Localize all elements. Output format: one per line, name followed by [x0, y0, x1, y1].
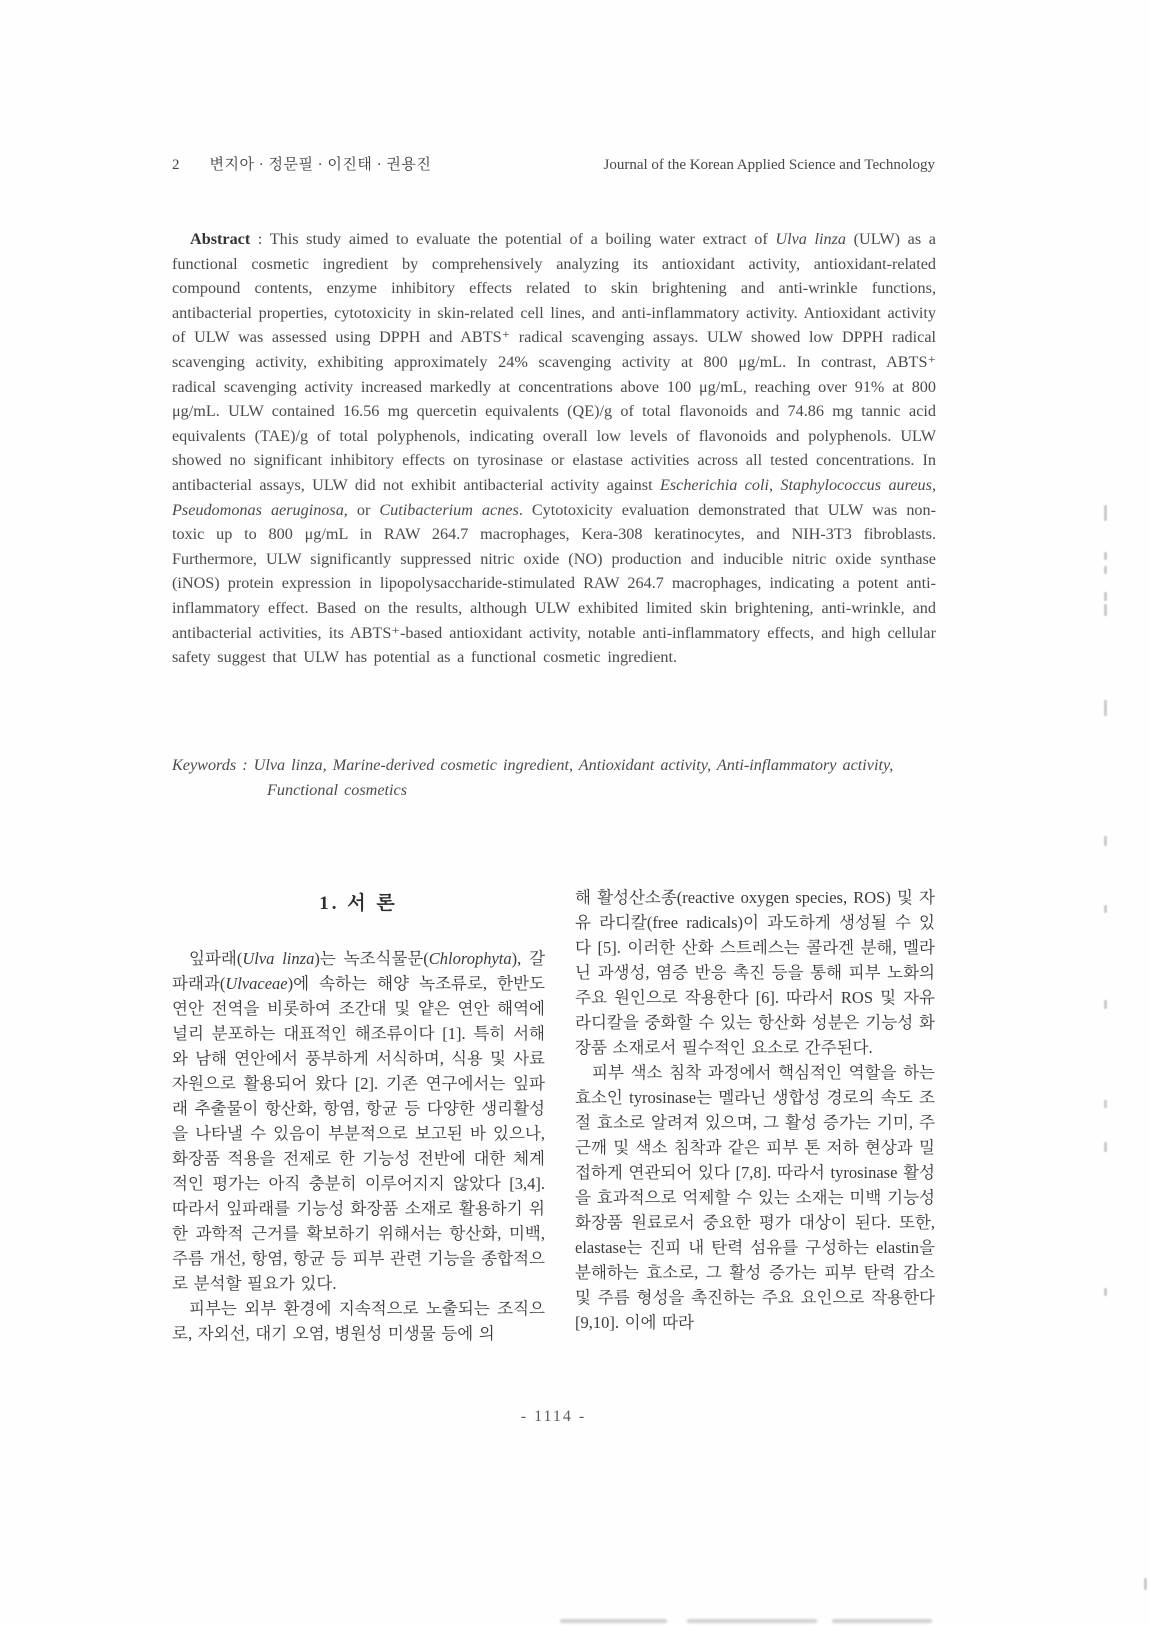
text-segment: . Cytotoxicity evaluation demonstrated that ULW was non-toxic up to 800 μg/mL in RAW 264.7 macrophages, Kera-308 keratinocytes, and NIH-3T3 fibroblasts. Furthermore, ULW significantly suppressed nitric oxide (NO) production and inducible nitric oxide synthase (iNOS) protein expression in lipopolysaccharide-stimulated RAW 264.7 macrophages, indicating a potent anti-inflammatory effect. Based on the results, although ULW exhibited limited skin brightening, anti-wrinkle, and antibacterial activities, its ABTS⁺-based antioxidant activity, notable anti-inflammatory effects, and high cellular safety suggest that ULW has potential as a functional cosmetic ingredient. [172, 500, 937, 667]
introduction-columns [172, 885, 935, 1346]
scan-artifact-mark [1104, 1142, 1107, 1152]
text-segment: Cutibacterium acnes [379, 500, 519, 519]
intro-right-column [575, 885, 935, 1346]
intro-left-paragraph-2: 피부는 외부 환경에 지속적으로 노출되는 조직으로, 자외선, 대기 오염, 병원성 미생물 등에 의 [172, 1299, 545, 1343]
intro-right-paragraph-1: 해 활성산소종(reactive oxygen species, ROS) 및 자유 라디칼(free radicals)이 과도하게 생성될 수 있다 [5]. 이러한 산화 스트레스는 콜라겐 분해, 멜라닌 과생성, 염증 반응 촉진 등을 통해 피부 노화의 주요 원인으로 작용한다 [6]. 따라서 ROS 및 자유 라디칼을 중화할 수 있는 항산화 성분은 기능성 화장품 소재로서 필수적인 요소로 간주된다. [575, 888, 935, 1057]
text-segment: Escherichia coli [659, 475, 769, 494]
text-segment: Chlorophyta [428, 949, 512, 968]
scan-artifact-strip [560, 1619, 667, 1623]
header-page-number: 2 [172, 157, 180, 173]
text-segment: Abstract [190, 230, 251, 248]
scan-artifact-mark [1104, 505, 1107, 521]
scan-artifact-mark [1104, 566, 1107, 574]
text-segment: Ulva linza [242, 949, 315, 968]
header-left [172, 153, 431, 174]
scan-artifact-mark [1104, 552, 1107, 560]
scan-artifact-strip [832, 1619, 932, 1623]
text-segment: )에 속하는 해양 녹조류로, 한반도 연안 전역을 비롯하여 조간대 및 얕은 연안 해역에 널리 분포하는 대표적인 해조류이다 [1]. 특히 서해와 남해 연안에서 풍부하게 서식하며, 식용 및 사료 자원으로 활용되어 왔다 [2]. 기존 연구에서는 잎파래 추출물이 항산화, 항염, 항균 등 다양한 생리활성을 나타낼 수 있음이 부분적으로 보고된 바 있으나, 화장품 적용을 전제로 한 기능성 전반에 대한 체계적인 평가는 아직 충분히 이루어지지 않았다 [3,4]. 따라서 잎파래를 기능성 화장품 소재로 활용하기 위한 과학적 근거를 확보하기 위해서는 항산화, 미백, 주름 개선, 항염, 항균 등 피부 관련 기능을 종합적으로 분석할 필요가 있다. [172, 974, 545, 1293]
text-segment: )는 녹조식물문( [314, 949, 429, 968]
text-segment: (ULW) as a functional cosmetic ingredient by comprehensively analyzing its antioxidant activity, antioxidant-related compound contents, enzyme inhibitory effects related to skin brightening and anti-wrinkle functions, antibacterial properties, cytotoxicity in skin-related cell lines, and anti-inflammatory activity. Antioxidant activity of ULW was assessed using DPPH and ABTS⁺ radical scavenging assays. ULW showed low DPPH radical scavenging activity, exhibiting approximately 24% scavenging activity at 800 μg/mL. In contrast, ABTS⁺ radical scavenging activity increased markedly at concentrations above 100 μg/mL, reaching over 91% at 800 μg/mL. ULW contained 16.56 mg quercetin equivalents (QE)/g of total flavonoids and 74.86 mg tannic acid equivalents (TAE)/g of total polyphenols, indicating overall low levels of flavonoids and polyphenols. ULW showed no significant inhibitory effects on tyrosinase or elastase activities across all tested concentrations. In antibacterial assays, ULW did not exhibit antibacterial activity against [172, 230, 936, 494]
text-segment: Staphylococcus aureus [780, 475, 932, 494]
keywords-line: Keywords : Ulva linza, Marine-derived cosmetic ingredient, Antioxidant activity, Anti-inflammatory activity, Functional cosmetics [172, 756, 894, 799]
scan-artifact-mark [1104, 700, 1107, 716]
text-segment: : This study aimed to evaluate the potential of a boiling water extract of [250, 230, 776, 248]
intro-left-paragraph-1 [172, 946, 545, 1296]
page-header [172, 153, 935, 174]
footer-page-number: - 1114 - [520, 1408, 587, 1425]
intro-right-paragraph-2: 피부 색소 침착 과정에서 핵심적인 역할을 하는 효소인 tyrosinase는 멜라닌 생합성 경로의 속도 조절 효소로 알려져 있으며, 그 활성 증가는 기미, 주근깨 및 색소 침착과 같은 피부 톤 저하 현상과 밀접하게 연관되어 있다 [7,8]. 따라서 tyrosinase 활성을 효과적으로 억제할 수 있는 소재는 미백 기능성 화장품 원료로서 중요한 평가 대상이 된다. 또한, elastase는 진피 내 탄력 섬유를 구성하는 elastin을 분해하는 효소로, 그 활성 증가는 피부 탄력 감소 및 주름 형성을 촉진하는 주요 요인으로 작용한다 [9,10]. 이에 따라 [575, 1063, 935, 1332]
scan-artifact-mark [1104, 1288, 1107, 1296]
scan-artifact-strip [687, 1619, 817, 1623]
scan-artifact-mark [1104, 905, 1107, 913]
scan-artifact-mark [1104, 1100, 1107, 1108]
text-segment: 잎파래( [189, 949, 243, 968]
scan-artifact-mark [1144, 1578, 1147, 1590]
scan-artifact-mark [1104, 836, 1107, 846]
text-segment: , [768, 475, 781, 494]
text-segment: Ulvaceae [225, 974, 288, 993]
text-segment: Ulva linza [775, 230, 846, 248]
text-segment: , [931, 475, 936, 494]
abstract-paragraph [172, 227, 936, 670]
scan-artifact-mark [1104, 1000, 1107, 1009]
text-segment: Pseudomonas aeruginosa [172, 500, 344, 519]
header-journal-name: Journal of the Korean Applied Science and Technology [603, 157, 935, 173]
section-heading-introduction: 1. 서 론 [319, 893, 398, 914]
intro-left-column [172, 885, 545, 1346]
text-segment: , or [343, 500, 380, 519]
scan-artifact-mark [1104, 592, 1107, 601]
text-segment: ), 갈파래과( [172, 949, 546, 993]
header-authors: 변지아 · 정문필 · 이진태 · 권용진 [209, 157, 432, 173]
scan-artifact-mark [1104, 604, 1107, 616]
